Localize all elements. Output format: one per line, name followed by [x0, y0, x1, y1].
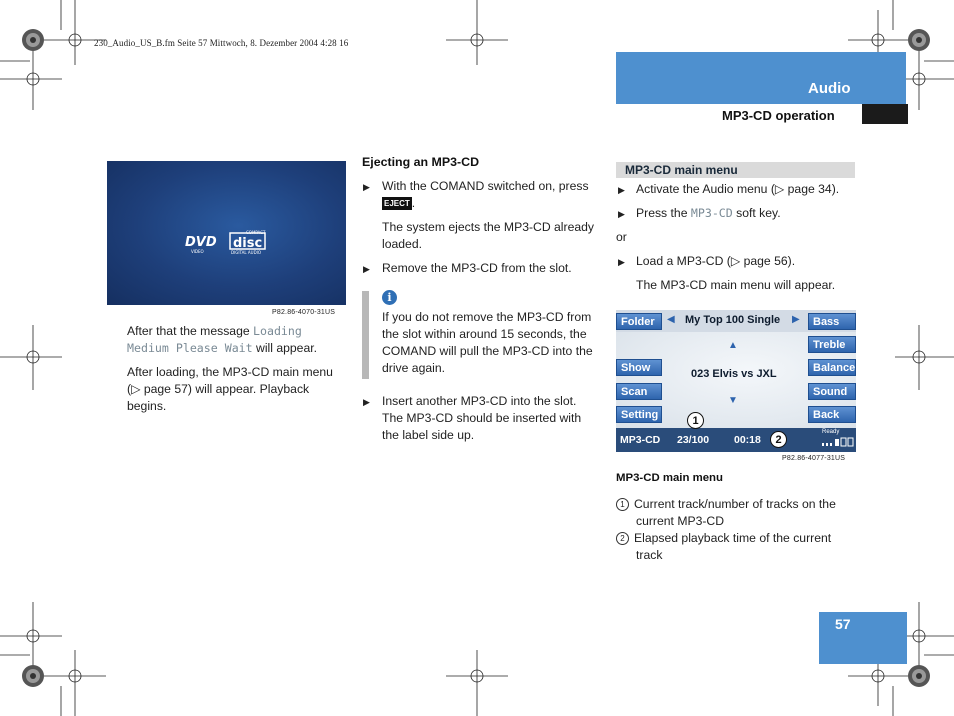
prev-arrow-icon[interactable]: ◀ [667, 314, 675, 325]
para1-end: will appear. [252, 341, 317, 355]
step1-result-line1: The system ejects the MP3-CD already [382, 220, 595, 234]
legend-text: current MP3-CD [636, 514, 725, 528]
legend-item-1 [616, 496, 856, 530]
current-track-title: 023 Elvis vs JXL [691, 368, 777, 380]
status-track-count: 23/100 [677, 434, 710, 446]
step-text: page 34). [784, 182, 840, 196]
next-arrow-icon[interactable]: ▶ [792, 314, 800, 325]
step-load-result: The MP3-CD main menu will appear. [636, 278, 836, 292]
note-line: the slot within around 15 seconds, the [382, 327, 587, 341]
step3-line: The MP3-CD should be inserted with [382, 411, 582, 425]
page-number: 57 [835, 616, 851, 632]
note-bar [362, 291, 369, 379]
page-ref-arrow-icon: ▷ [774, 182, 785, 196]
step1-line1: With the COMAND switched on, press [382, 179, 589, 193]
step-insert [382, 393, 604, 444]
legend-text: Current track/number of tracks on the [634, 497, 836, 511]
note-line: If you do not remove the MP3-CD from [382, 310, 592, 324]
step-text: Activate the Audio menu ( [636, 182, 775, 196]
step-text: Press the [636, 206, 691, 220]
legend-text: track [636, 548, 663, 562]
info-icon: i [382, 290, 397, 305]
setting-softkey[interactable]: Setting [616, 406, 662, 423]
legend-number: 1 [616, 498, 629, 511]
paragraph-loading-message [127, 323, 347, 357]
svg-text:COMPACT: COMPACT [246, 230, 266, 235]
up-arrow-icon[interactable]: ▲ [728, 340, 738, 351]
para1-text: After that the message [127, 324, 254, 338]
section-tab-marker [862, 104, 908, 124]
eject-key: EJECT [384, 199, 410, 208]
legend-number: 2 [616, 532, 629, 545]
paragraph-after-loading [127, 364, 349, 415]
svg-text:DIGITAL AUDIO: DIGITAL AUDIO [231, 250, 261, 255]
status-elapsed-time: 00:18 [734, 434, 761, 446]
balance-softkey[interactable]: Balance [808, 359, 856, 376]
ready-indicator: Ready [822, 429, 840, 435]
page-ref-arrow-icon: ▷ [730, 254, 741, 268]
note-line: drive again. [382, 361, 446, 375]
step-text: soft key. [732, 206, 781, 220]
step-text: page 56). [740, 254, 796, 268]
section-header-bar [616, 52, 906, 104]
svg-text:DVD: DVD [185, 235, 217, 250]
figure-code-right: P82.86-4077-31US [782, 455, 846, 462]
callout-1: 1 [687, 412, 704, 429]
svg-text:disc: disc [233, 236, 263, 251]
bass-softkey[interactable]: Bass [808, 313, 856, 330]
folder-title: My Top 100 Single [685, 314, 781, 326]
step3-line: Insert another MP3-CD into the slot. [382, 394, 577, 408]
bullet-icon: ▶ [618, 257, 625, 267]
step3-line: the label side up. [382, 428, 475, 442]
figure-code-left: P82.86-4070-31US [272, 309, 336, 316]
medium-please-wait-label: Medium Please Wait [127, 341, 253, 355]
para2-line2-pre: ( [127, 382, 132, 396]
legend-text: Elapsed playback time of the current [634, 531, 832, 545]
page-ref-arrow-icon: ▷ [131, 382, 141, 396]
section-title: Audio [808, 80, 851, 97]
bullet-icon: ▶ [618, 185, 625, 195]
page-number-box [819, 612, 907, 664]
para2-line3: begins. [127, 399, 167, 413]
bullet-icon: ▶ [363, 182, 370, 192]
para2-line1: After loading, the MP3-CD main menu [127, 365, 333, 379]
sound-softkey[interactable]: Sound [808, 383, 856, 400]
down-arrow-icon[interactable]: ▼ [728, 395, 738, 406]
callout-2: 2 [770, 431, 787, 448]
or-text: or [616, 230, 627, 244]
svg-text:VIDEO: VIDEO [191, 249, 204, 254]
status-source: MP3-CD [620, 434, 661, 446]
signal-strength-icon [822, 437, 854, 447]
para2-line2-post: page 57) will appear. Playback [140, 382, 310, 396]
subsection-title: MP3-CD operation [722, 108, 835, 123]
bullet-icon: ▶ [363, 397, 370, 407]
step-switch-on [382, 178, 604, 212]
legend-item-2 [616, 530, 856, 564]
note-line: COMAND will pull the MP3-CD into the [382, 344, 593, 358]
step1-period: . [411, 196, 416, 210]
scan-softkey[interactable]: Scan [616, 383, 662, 400]
loading-label: Loading [253, 324, 302, 338]
step1-result [382, 219, 604, 253]
step-press-softkey [636, 205, 781, 222]
bullet-icon: ▶ [618, 209, 625, 219]
dvd-logo-image [107, 161, 346, 305]
mp3-main-menu-screen [616, 310, 856, 452]
step-text: Load a MP3-CD ( [636, 254, 731, 268]
section-bar-title: MP3-CD main menu [625, 163, 738, 177]
back-softkey[interactable]: Back [808, 406, 856, 423]
heading-ejecting: Ejecting an MP3-CD [362, 155, 480, 169]
figure-caption: MP3-CD main menu [616, 472, 723, 484]
note-text [382, 309, 604, 377]
treble-softkey[interactable]: Treble [808, 336, 856, 353]
file-info-line: 230_Audio_US_B.fm Seite 57 Mittwoch, 8. Dezember 2004 4:28 16 [94, 38, 349, 48]
bullet-icon: ▶ [363, 264, 370, 274]
folder-softkey[interactable]: Folder [616, 313, 662, 330]
step-activate-audio [636, 181, 839, 198]
step1-result-line2: loaded. [382, 237, 422, 251]
step-remove: Remove the MP3-CD from the slot. [382, 261, 572, 275]
step-load-cd [636, 253, 795, 270]
disc-logos [107, 161, 346, 305]
show-softkey[interactable]: Show [616, 359, 662, 376]
mp3cd-softkey-label: MP3-CD [690, 206, 733, 220]
